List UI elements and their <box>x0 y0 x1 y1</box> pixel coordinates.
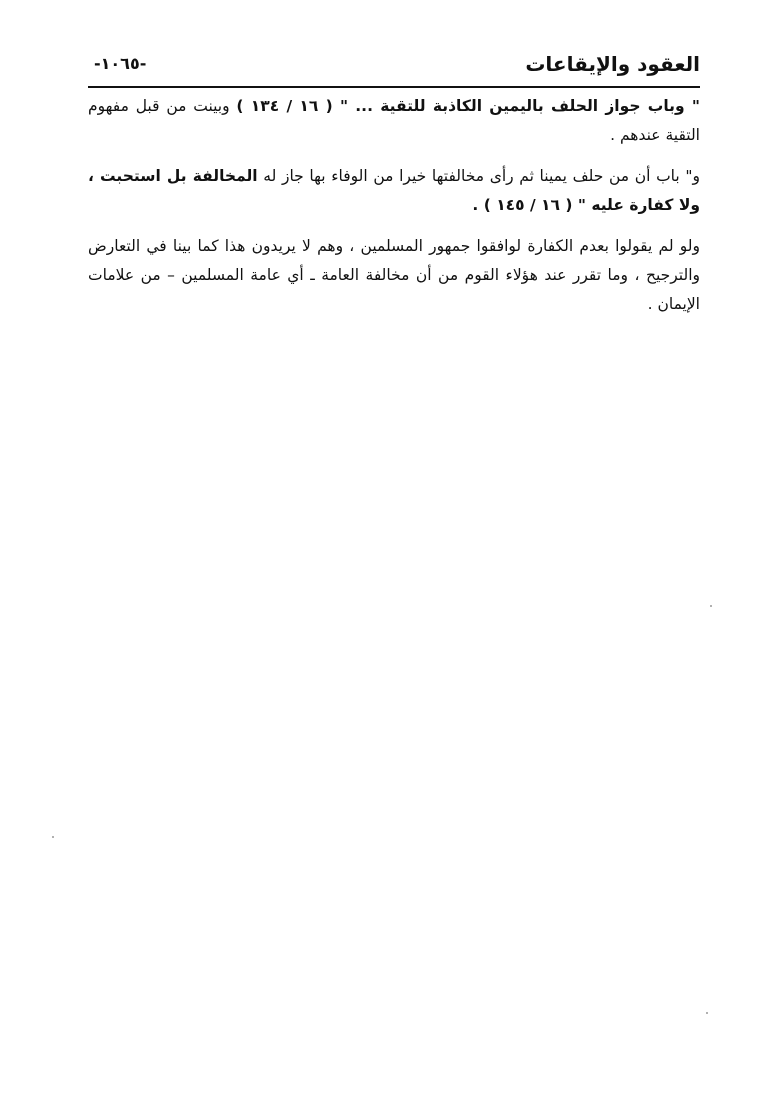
paragraph-1 <box>88 92 700 150</box>
paragraph-2-bold: المخالفة بل استحبت ، ولا كفارة عليه " ( ١٦ / ١٤٥ ) . <box>88 167 700 214</box>
scan-speck <box>52 836 54 838</box>
paragraph-2-text: و" باب أن من حلف يمينا ثم رأى مخالفتها خيرا من الوفاء بها جاز له <box>257 167 700 185</box>
paragraph-1-text: وبينت من قبل مفهوم التقية عندهم . <box>88 97 700 144</box>
main-text <box>88 92 700 331</box>
scan-speck <box>706 1012 708 1014</box>
paragraph-2 <box>88 162 700 220</box>
paragraph-3-text: ولو لم يقولوا بعدم الكفارة لوافقوا جمهور المسلمين ، وهم لا يريدون هذا كما بينا في التعارض والترجيح ، وما تقرر عند هؤلاء القوم من أن مخالفة العامة ـ أي عامة المسلمين – من علامات الإيمان . <box>88 237 700 313</box>
header-divider <box>88 86 700 88</box>
scan-speck <box>710 605 712 607</box>
page-header <box>88 52 700 86</box>
paragraph-1-bold: " وباب جواز الحلف باليمين الكاذبة للتقية ... " ( ١٦ / ١٣٤ ) <box>236 97 700 115</box>
running-title: العقود والإيقاعات <box>525 52 700 76</box>
page-number: -١٠٦٥- <box>94 54 147 73</box>
paragraph-3 <box>88 232 700 319</box>
